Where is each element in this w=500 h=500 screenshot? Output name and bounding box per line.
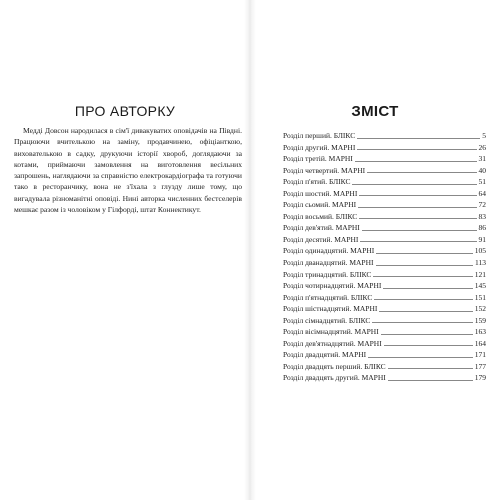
toc-leader-dots bbox=[376, 265, 474, 266]
toc-entry bbox=[283, 211, 486, 223]
toc-entry-title: Розділ третій. МАРНІ bbox=[283, 154, 353, 164]
toc-entry-title: Розділ двадцять другий. МАРНІ bbox=[283, 373, 386, 383]
toc-entry-page: 171 bbox=[474, 350, 486, 360]
toc-entry bbox=[283, 176, 486, 188]
author-bio bbox=[14, 125, 242, 215]
toc-entry-page: 164 bbox=[474, 338, 486, 348]
toc-entry bbox=[283, 315, 486, 327]
toc-entry bbox=[283, 280, 486, 292]
toc-entry bbox=[283, 349, 486, 361]
toc-entry bbox=[283, 188, 486, 200]
toc-entry-title: Розділ сімнадцятий. БЛІКС bbox=[283, 315, 371, 325]
toc-entry bbox=[283, 165, 486, 177]
toc-leader-dots bbox=[359, 195, 476, 196]
toc-leader-dots bbox=[357, 149, 476, 150]
toc-leader-dots bbox=[359, 218, 476, 219]
toc-leader-dots bbox=[384, 345, 473, 346]
toc-entry-title: Розділ двадцятий. МАРНІ bbox=[283, 350, 367, 360]
toc-entry bbox=[283, 303, 486, 315]
toc-entry-title: Розділ дванадцятий. МАРНІ bbox=[283, 258, 374, 268]
toc-entry bbox=[283, 222, 486, 234]
toc-entry-title: Розділ тринадцятий. БЛІКС bbox=[283, 269, 372, 279]
toc-entry-page: 72 bbox=[478, 200, 486, 210]
toc-leader-dots bbox=[379, 311, 472, 312]
toc-entry-page: 91 bbox=[478, 234, 486, 244]
toc-entry-title: Розділ вісімнадцятий. МАРНІ bbox=[283, 327, 379, 337]
toc-entry bbox=[283, 269, 486, 281]
toc-entry-page: 177 bbox=[474, 361, 486, 371]
toc-entry-title: Розділ чотирнадцятий. МАРНІ bbox=[283, 281, 382, 291]
toc-entry-page: 152 bbox=[474, 304, 486, 314]
toc-entry-title: Розділ сьомий. МАРНІ bbox=[283, 200, 357, 210]
toc-entry-page: 40 bbox=[478, 165, 486, 175]
toc-leader-dots bbox=[388, 380, 473, 381]
toc-entry-title: Розділ восьмий. БЛІКС bbox=[283, 211, 358, 221]
toc-leader-dots bbox=[372, 322, 472, 323]
toc-entry-title: Розділ четвертий. МАРНІ bbox=[283, 165, 366, 175]
toc-leader-dots bbox=[388, 368, 473, 369]
toc-entry bbox=[283, 257, 486, 269]
toc-entry bbox=[283, 372, 486, 384]
toc-entry bbox=[283, 130, 486, 142]
toc-entry-title: Розділ другий. МАРНІ bbox=[283, 142, 356, 152]
toc-leader-dots bbox=[357, 138, 480, 139]
table-of-contents bbox=[283, 130, 486, 384]
toc-entry-page: 121 bbox=[474, 269, 486, 279]
toc-entry-page: 113 bbox=[475, 258, 486, 268]
toc-entry-title: Розділ перший. БЛІКС bbox=[283, 131, 356, 140]
toc-entry bbox=[283, 326, 486, 338]
toc-entry bbox=[283, 199, 486, 211]
toc-entry bbox=[283, 361, 486, 373]
toc-entry-title: Розділ п'ятий. БЛІКС bbox=[283, 177, 351, 187]
toc-entry-title: Розділ дев'ятий. МАРНІ bbox=[283, 223, 360, 233]
contents-heading: ЗМІСТ bbox=[351, 103, 399, 120]
toc-entry-title: Розділ шостий. МАРНІ bbox=[283, 188, 358, 198]
about-author-heading: ПРО АВТОРКУ bbox=[74, 103, 176, 119]
toc-leader-dots bbox=[360, 241, 476, 242]
toc-entry bbox=[283, 338, 486, 350]
toc-leader-dots bbox=[352, 184, 476, 185]
toc-entry bbox=[283, 153, 486, 165]
toc-entry-page: 159 bbox=[474, 315, 486, 325]
toc-leader-dots bbox=[374, 299, 472, 300]
toc-entry bbox=[283, 292, 486, 304]
toc-entry-page: 51 bbox=[478, 177, 486, 187]
toc-entry-title: Розділ шістнадцятий. МАРНІ bbox=[283, 304, 378, 314]
toc-leader-dots bbox=[373, 276, 472, 277]
toc-entry-page: 83 bbox=[478, 211, 486, 221]
toc-entry-title: Розділ дев'ятнадцятий. МАРНІ bbox=[283, 338, 382, 348]
toc-entry-title: Розділ десятий. МАРНІ bbox=[283, 234, 359, 244]
toc-entry-page: 179 bbox=[474, 373, 486, 383]
toc-entry-title: Розділ двадцять перший. БЛІКС bbox=[283, 361, 386, 371]
toc-leader-dots bbox=[368, 357, 473, 358]
toc-leader-dots bbox=[358, 207, 476, 208]
toc-entry-page: 151 bbox=[474, 292, 486, 302]
toc-entry-page: 105 bbox=[474, 246, 486, 256]
toc-entry-page: 26 bbox=[478, 142, 486, 152]
toc-entry bbox=[283, 142, 486, 154]
toc-leader-dots bbox=[355, 161, 477, 162]
toc-entry-page: 64 bbox=[478, 188, 486, 198]
author-bio-text: Медді Довсон народилася в сім'ї дивакуватих оповідачів на Півдні. Працюючи вчителькою на заміну, продавчинею, офіціанткою, вихователькою в садку, друкуючи історії хвороб, доглядаючи за котами, приймаючи замовлення на виготовлення весільних запрошень, наглядаючи за справністю електрокардіографа та готуючи тако в ресторанчику, вона не з'їхала з глузду лише тому, що вигадувала різноманітні оповіді. Нині авторка численних бестселерів мешкає разом із чоловіком у Гілфорді, штат Коннектикут. bbox=[14, 126, 242, 215]
toc-leader-dots bbox=[367, 172, 476, 173]
toc-entry-title: Розділ одинадцятий. МАРНІ bbox=[283, 246, 375, 256]
toc-leader-dots bbox=[376, 253, 472, 254]
toc-entry-page: 86 bbox=[478, 223, 486, 233]
toc-entry-title: Розділ п'ятнадцятий. БЛІКС bbox=[283, 292, 373, 302]
toc-entry-page: 145 bbox=[474, 281, 486, 291]
toc-leader-dots bbox=[362, 230, 477, 231]
toc-entry-page: 163 bbox=[474, 327, 486, 337]
toc-entry-page: 5 bbox=[482, 131, 486, 140]
right-page bbox=[250, 0, 500, 500]
toc-entry bbox=[283, 234, 486, 246]
toc-leader-dots bbox=[381, 334, 473, 335]
toc-leader-dots bbox=[383, 288, 472, 289]
toc-entry-page: 31 bbox=[478, 154, 486, 164]
toc-entry bbox=[283, 245, 486, 257]
